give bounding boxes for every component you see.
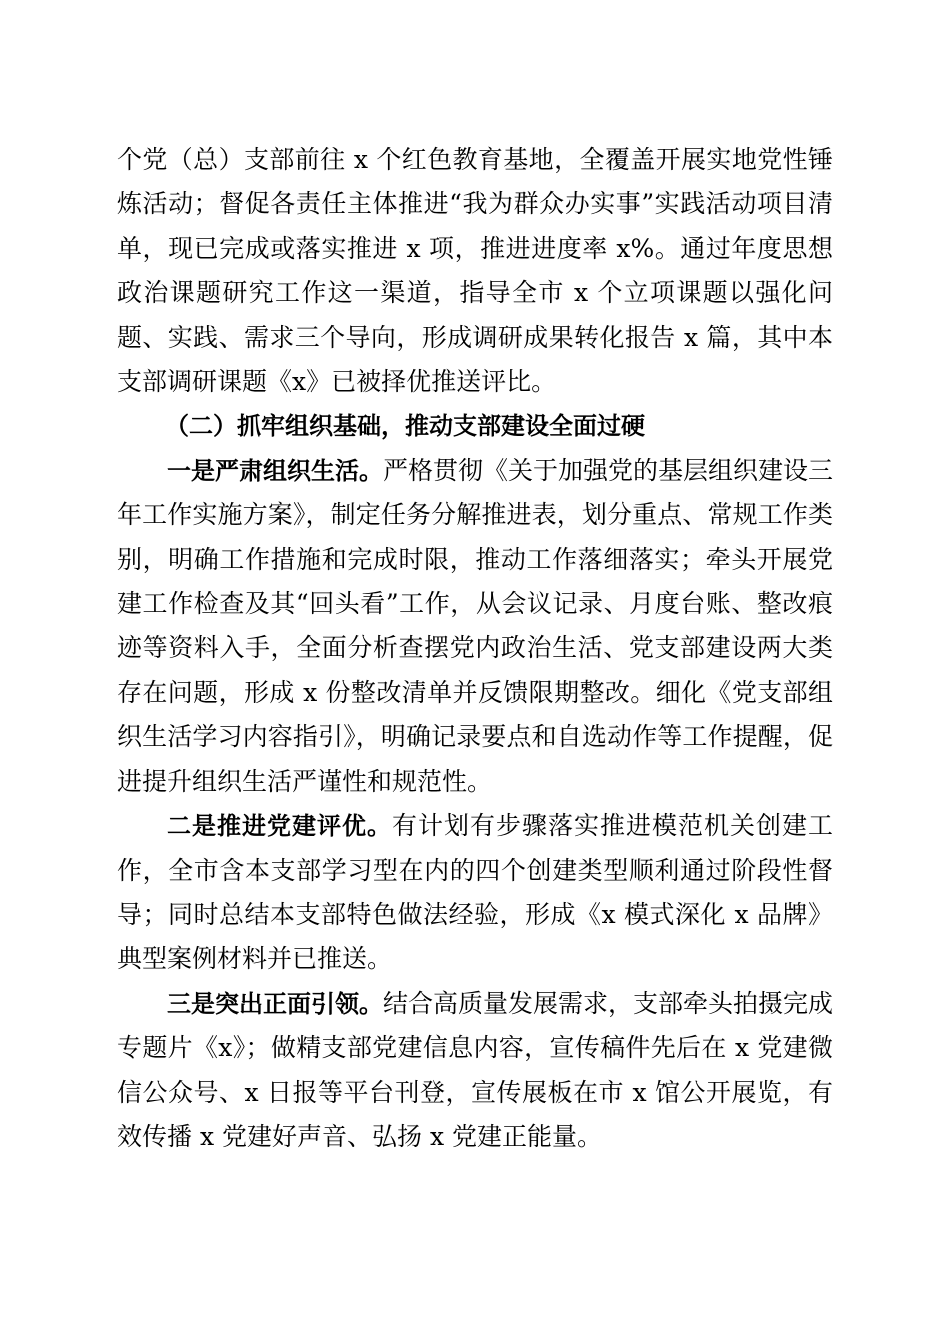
- paragraph-lead: 一是严肃组织生活。: [167, 456, 383, 485]
- paragraph-continued: 个党（总）支部前往 x 个红色教育基地，全覆盖开展实地党性锤炼活动；督促各责任主体推进“我为群众办实事”实践活动项目清单，现已完成或落实推进 x 项，推进进度率 x%。通过年度思想政治课题研究工作这一渠道，指导全市 x 个立项课题以强化问题、实践、需求三个导向，形成调研成果转化报告 x 篇，其中本支部调研课题《x》已被择优推送评比。: [117, 145, 833, 397]
- paragraph-body: 有计划有步骤落实推进模范机关创建工作，全市含本支部学习型在内的四个创建类型顺利通过阶段性督导；同时总结本支部特色做法经验，形成《x 模式深化 x 品牌》典型案例材料并已推送。: [117, 811, 833, 974]
- paragraph-lead: 二是推进党建评优。: [167, 812, 392, 841]
- paragraph-lead: 三是突出正面引领。: [167, 989, 383, 1018]
- paragraph-body: 严格贯彻《关于加强党的基层组织建设三年工作实施方案》，制定任务分解推进表，划分重点、常规工作类别，明确工作措施和完成时限，推动工作落细落实；牵头开展党建工作检查及其“回头看”工作，从会议记录、月度台账、整改痕迹等资料入手，全面分析查摆党内政治生活、党支部建设两大类存在问题，形成 x 份整改清单并反馈限期整改。细化《党支部组织生活学习内容指引》，明确记录要点和自选动作等工作提醒，促进提升组织生活严谨性和规范性。: [117, 455, 834, 796]
- document-page: [117, 138, 833, 1159]
- paragraph-item: [117, 804, 833, 982]
- paragraph-item: [117, 449, 833, 804]
- paragraph-body: 结合高质量发展需求，支部牵头拍摄完成专题片《x》；做精支部党建信息内容，宣传稿件先后在 x 党建微信公众号、x 日报等平台刊登，宣传展板在市 x 馆公开展览，有效传播 x 党建好声音、弘扬 x 党建正能量。: [117, 988, 834, 1151]
- paragraph-item: [117, 982, 833, 1160]
- section-heading: （二）抓牢组织基础，推动支部建设全面过硬: [165, 412, 645, 441]
